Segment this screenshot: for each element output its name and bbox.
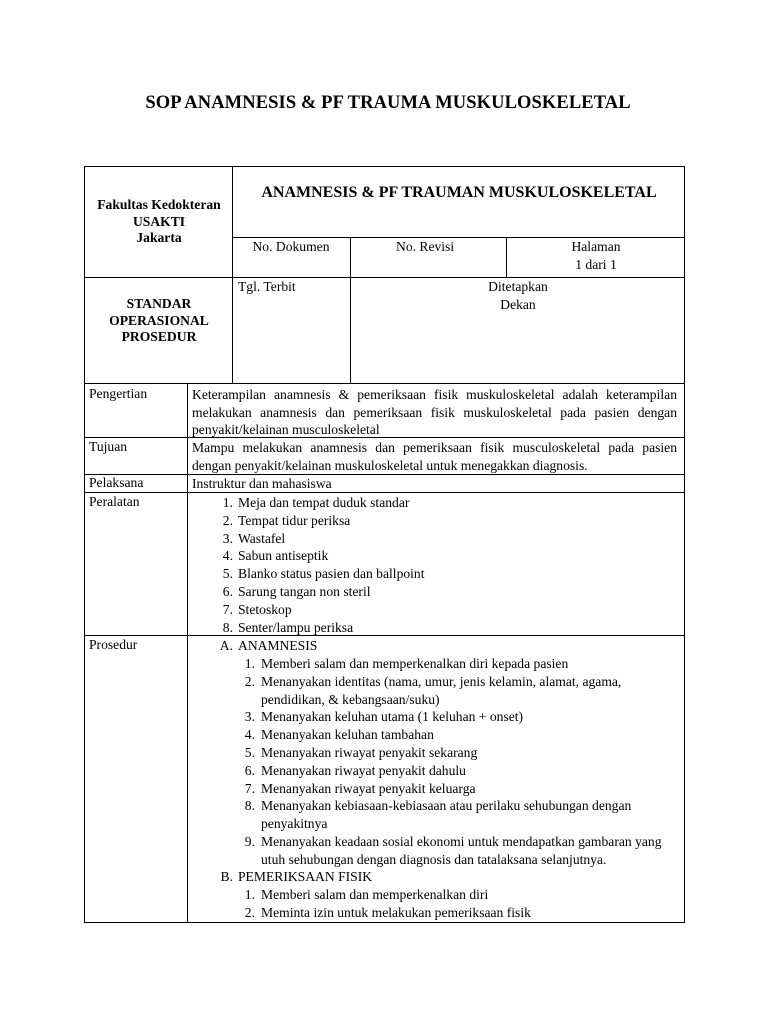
tujuan-text: Mampu melakukan anamnesis dan pemeriksaan fisik musculoskeletal pada pasien dengan penyakit/kelainan muskuloskeletal untuk menegakkan diagnosis.	[192, 440, 677, 473]
pengertian-text: Keterampilan anamnesis & pemeriksaan fisik muskuloskeletal adalah keterampilan melakukan anamnesis dan pemeriksaan fisik muskuloskeletal pada pasien dengan penyakit/kelainan musculoskeletal	[192, 387, 677, 437]
list-item: 4. Menanyakan keluhan tambahan	[244, 727, 434, 743]
page-title: SOP ANAMNESIS & PF TRAUMA MUSKULOSKELETAL	[145, 93, 631, 113]
list-item: 2. Tempat tidur periksa	[222, 512, 351, 528]
list-item: 8. Menanyakan kebiasaan-kebiasaan atau perilaku sehubungan dengan penyakitnya	[244, 798, 632, 832]
pengertian-label: Pengertian	[89, 386, 148, 401]
divider	[187, 384, 188, 922]
list-item: 1. Memberi salam dan memperkenalkan diri kepada pasien	[244, 656, 569, 671]
peralatan-label: Peralatan	[89, 494, 140, 509]
list-item: 4. Sabun antiseptik	[222, 548, 329, 564]
no-revisi-label: No. Revisi	[396, 239, 455, 254]
list-item: 2. Meminta izin untuk melakukan pemeriksaan fisik	[244, 904, 531, 920]
list-item: 5. Menanyakan riwayat penyakit sekarang	[244, 744, 478, 760]
pelaksana-label: Pelaksana	[89, 475, 144, 490]
prosedur-label: Prosedur	[89, 637, 138, 652]
list-item: 7. Stetoskop	[222, 601, 292, 617]
pemeriksaan-list	[237, 886, 677, 922]
list-item: 1. Memberi salam dan memperkenalkan diri	[244, 887, 489, 902]
tgl-terbit-label: Tgl. Terbit	[238, 279, 296, 294]
list-item: 7. Menanyakan riwayat penyakit keluarga	[244, 780, 476, 796]
list-item: 5. Blanko status pasien dan ballpoint	[222, 566, 425, 582]
content-table	[84, 384, 685, 923]
tujuan-label: Tujuan	[89, 439, 128, 454]
document-title: ANAMNESIS & PF TRAUMAN MUSKULOSKELETAL	[261, 184, 657, 201]
sop-label: STANDAR OPERASIONAL PROSEDUR	[109, 296, 209, 344]
institution-name: Fakultas Kedokteran USAKTI Jakarta	[97, 197, 221, 245]
halaman-cell: Halaman 1 dari 1	[571, 239, 621, 272]
pelaksana-text: Instruktur dan mahasiswa	[192, 476, 332, 491]
list-item: 9. Menanyakan keadaan sosial ekonomi untuk mendapatkan gambaran yang utuh sehubungan dengan diagnosis dan tatalaksana selanjutnya.	[244, 833, 662, 867]
list-item: 6. Sarung tangan non steril	[222, 583, 371, 599]
list-item: 2. Menanyakan identitas (nama, umur, jenis kelamin, alamat, agama, pendidikan, & kebangsaan/suku)	[244, 673, 622, 707]
header-table	[84, 166, 685, 384]
section-b-heading: B. PEMERIKSAAN FISIK	[220, 869, 373, 884]
list-item: 1. Meja dan tempat duduk standar	[222, 495, 410, 510]
no-dokumen-label: No. Dokumen	[252, 239, 330, 254]
section-a-heading: A. ANAMNESIS	[219, 638, 318, 653]
ditetapkan-cell: Ditetapkan Dekan	[488, 279, 548, 312]
anamnesis-list	[237, 655, 677, 869]
list-item: 8. Senter/lampu periksa	[222, 619, 354, 635]
list-item: 3. Wastafel	[222, 530, 286, 546]
list-item: 3. Menanyakan keluhan utama (1 keluhan + onset)	[244, 709, 524, 725]
list-item: 6. Menanyakan riwayat penyakit dahulu	[244, 762, 466, 778]
peralatan-list	[215, 494, 675, 636]
